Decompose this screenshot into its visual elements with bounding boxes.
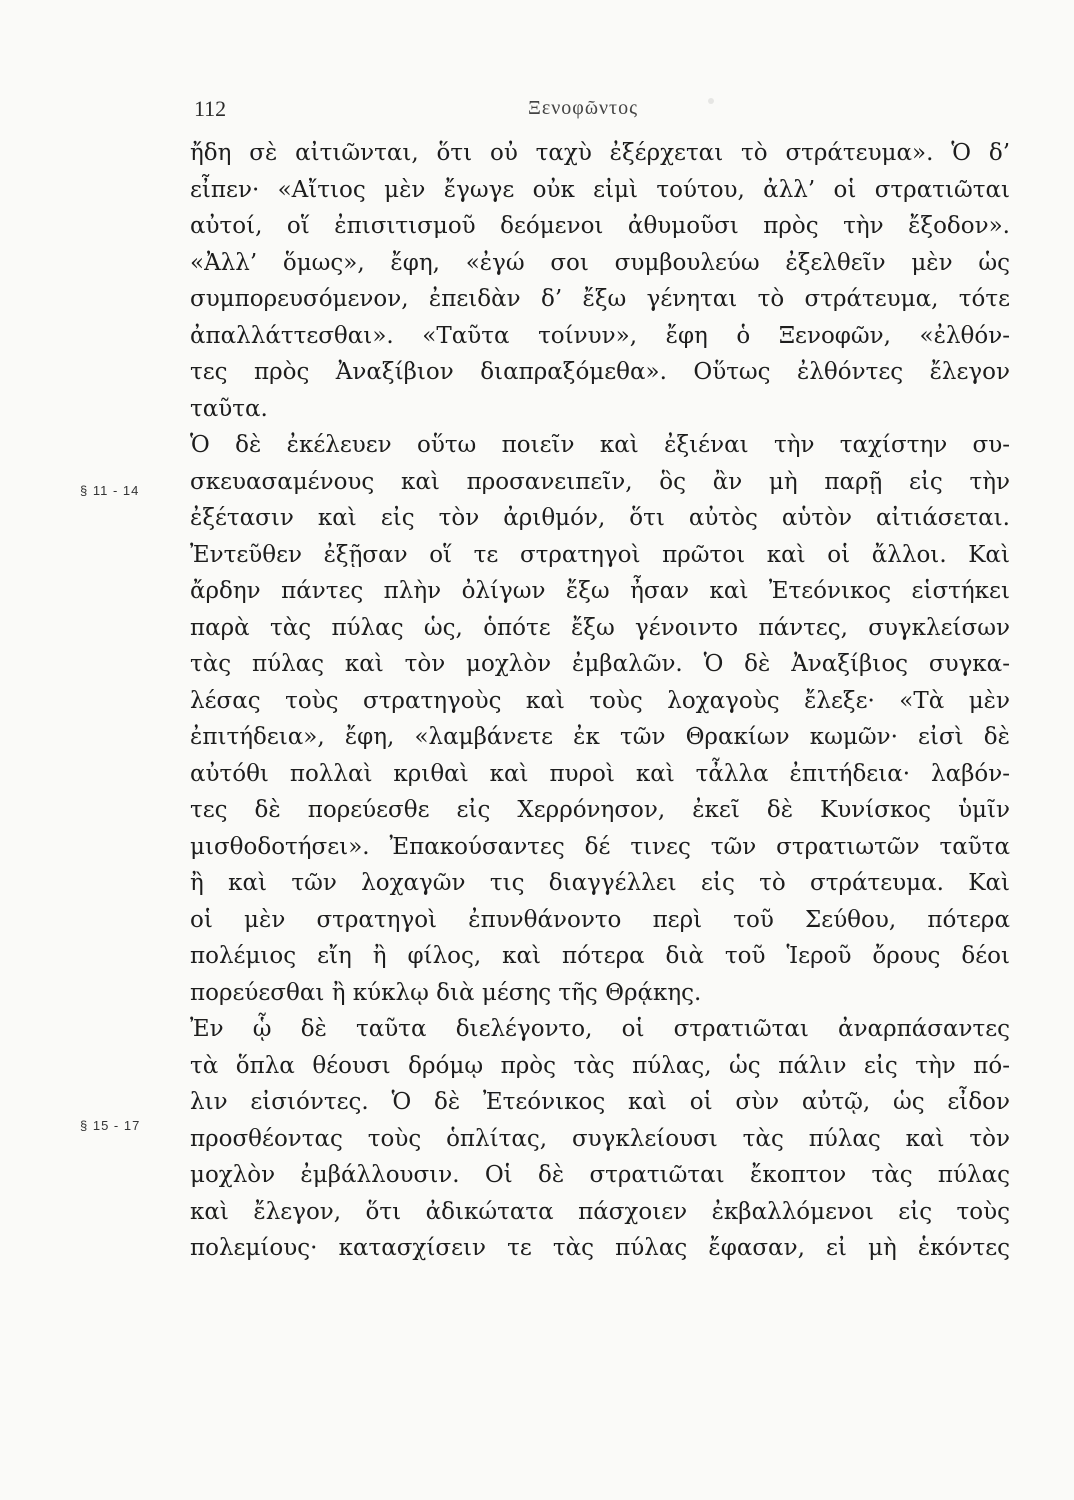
running-title: Ξενοφῶντος [528, 97, 639, 119]
paragraph-end-line: ταῦτα. [190, 395, 268, 422]
text-line: τες δὲ πορεύεσθε εἰς Χερρόνησον, ἐκεῖ δὲ Κυνίσκος ὑμῖν [190, 797, 1010, 823]
text-line: οἱ μὲν στρατηγοὶ ἐπυνθάνοντο περὶ τοῦ Σεύθου, πότερα [190, 906, 1010, 933]
text-line: Ἐντεῦθεν ἐξῇσαν οἵ τε στρατηγοὶ πρῶτοι καὶ οἱ ἄλλοι. Καὶ [190, 541, 1010, 568]
text-line: τὰ ὅπλα θέουσι δρόμῳ πρὸς τὰς πύλας, ὡς πάλιν εἰς τὴν πό- [190, 1052, 1010, 1079]
text-line: ἐξέτασιν καὶ εἰς τὸν ἀριθμόν, ὅτι αὐτὸς αὑτὸν αἰτιάσεται. [190, 505, 1010, 531]
text-line: λιν εἰσιόντες. Ὁ δὲ Ἐτεόνικος καὶ οἱ σὺν αὐτῷ, ὡς εἶδον [190, 1089, 1010, 1115]
page-number: 112 [194, 96, 227, 121]
text-line: λέσας τοὺς στρατηγοὺς καὶ τοὺς λοχαγοὺς ἔλεξε· «Τὰ μὲν [190, 687, 1010, 714]
text-line: συμπορευσόμενον, ἐπειδὰν δ’ ἔξω γένηται τὸ στράτευμα, τότε [190, 286, 1010, 312]
text-line: τὰς πύλας καὶ τὸν μοχλὸν ἐμβαλῶν. Ὁ δὲ Ἀναξίβιος συγκα- [190, 651, 1010, 677]
text-line: «Ἀλλ’ ὅμως», ἔφη, «ἐγώ σοι συμβουλεύω ἐξελθεῖν μὲν ὡς [190, 249, 1010, 276]
text-line: καὶ ἔλεγον, ὅτι ἀδικώτατα πάσχοιεν ἐκβαλλόμενοι εἰς τοὺς [190, 1198, 1010, 1225]
text-line: μισθοδοτήσει». Ἐπακούσαντες δέ τινες τῶν στρατιωτῶν ταῦτα [190, 833, 1010, 860]
text-line: αὐτόθι πολλαὶ κριθαὶ καὶ πυροὶ καὶ τἆλλα ἐπιτήδεια· λαβόν- [190, 760, 1010, 787]
text-line: πολεμίους· κατασχίσειν τε τὰς πύλας ἔφασαν, εἰ μὴ ἑκόντες [190, 1235, 1010, 1261]
text-line: μοχλὸν ἐμβάλλουσιν. Οἱ δὲ στρατιῶται ἔκοπτον τὰς πύλας [190, 1162, 1010, 1188]
body-text [190, 135, 1010, 1267]
text-line: σκευασαμένους καὶ προσανειπεῖν, ὃς ἂν μὴ παρῇ εἰς τὴν [190, 468, 1010, 495]
text-line: ἀπαλλάττεσθαι». «Ταῦτα τοίνυν», ἔφη ὁ Ξενοφῶν, «ἐλθόν- [190, 322, 1010, 349]
text-line: ἐπιτήδεια», ἔφη, «λαμβάνετε ἐκ τῶν Θρακίων κωμῶν· εἰσὶ δὲ [190, 724, 1010, 750]
text-line: τες πρὸς Ἀναξίβιον διαπραξόμεθα». Οὕτως ἐλθόντες ἔλεγον [190, 359, 1010, 385]
text-line: ἄρδην πάντες πλὴν ὀλίγων ἔξω ἦσαν καὶ Ἐτεόνικος εἱστήκει [190, 578, 1010, 604]
text-line: αὐτοί, οἵ ἐπισιτισμοῦ δεόμενοι ἀθυμοῦσι πρὸς τὴν ἔξοδον». [190, 213, 1010, 239]
text-line: προσθέοντας τοὺς ὁπλίτας, συγκλείουσι τὰς πύλας καὶ τὸν [190, 1125, 1010, 1152]
text-line: ἤδη σὲ αἰτιῶνται, ὅτι οὐ ταχὺ ἐξέρχεται τὸ στράτευμα». Ὁ δ’ [190, 140, 1010, 166]
text-line: Ὁ δὲ ἐκέλευεν οὕτω ποιεῖν καὶ ἐξιέναι τὴν ταχίστην συ- [190, 432, 1010, 458]
text-line: Ἐν ᾧ δὲ ταῦτα διελέγοντο, οἱ στρατιῶται ἀναρπάσαντες [190, 1016, 1010, 1042]
text-line: ἢ καὶ τῶν λοχαγῶν τις διαγγέλλει εἰς τὸ στράτευμα. Καὶ [190, 870, 1010, 896]
text-line: παρὰ τὰς πύλας ὡς, ὁπότε ἔξω γένοιντο πάντες, συγκλείσων [190, 614, 1010, 641]
text-line: πολέμιος εἴη ἢ φίλος, καὶ πότερα διὰ τοῦ Ἱεροῦ ὄρους δέοι [190, 943, 1010, 969]
page-header [194, 96, 884, 126]
margin-note-section-15-17: § 15 - 17 [80, 1118, 141, 1133]
text-line: εἶπεν· «Αἴτιος μὲν ἔγωγε οὐκ εἰμὶ τούτου, ἀλλ’ οἱ στρατιῶται [190, 176, 1010, 203]
paragraph-end-line: πορεύεσθαι ἢ κύκλῳ διὰ μέσης τῆς Θρᾴκης. [190, 979, 702, 1006]
margin-note-section-11-14: § 11 - 14 [80, 483, 140, 498]
